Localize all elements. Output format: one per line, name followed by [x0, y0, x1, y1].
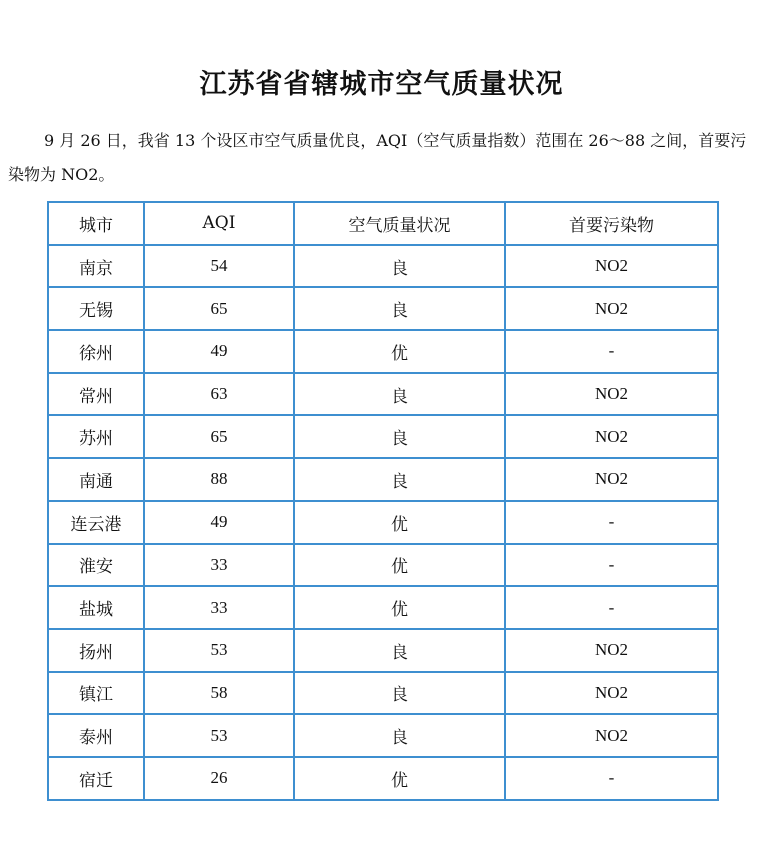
pollutant-cell: -	[505, 330, 718, 373]
table-row	[48, 757, 718, 800]
pollutant-cell: -	[505, 586, 718, 629]
table-row	[48, 501, 718, 544]
table-row	[48, 330, 718, 373]
table-row	[48, 586, 718, 629]
table-row	[48, 287, 718, 330]
city-cell: 常州	[48, 373, 144, 416]
air-quality-table	[47, 201, 719, 801]
status-cell: 优	[294, 586, 505, 629]
city-cell: 苏州	[48, 415, 144, 458]
table-row	[48, 245, 718, 288]
header-city: 城市	[48, 202, 144, 245]
status-cell: 良	[294, 629, 505, 672]
aqi-cell: 49	[144, 501, 294, 544]
table-row	[48, 373, 718, 416]
pollutant-cell: -	[505, 501, 718, 544]
aqi-cell: 53	[144, 629, 294, 672]
status-cell: 良	[294, 415, 505, 458]
status-cell: 优	[294, 330, 505, 373]
status-cell: 优	[294, 501, 505, 544]
aqi-cell: 88	[144, 458, 294, 501]
page-title: 江苏省省辖城市空气质量状况	[199, 69, 564, 100]
status-cell: 良	[294, 714, 505, 757]
pollutant-cell: NO2	[505, 672, 718, 715]
city-cell: 徐州	[48, 330, 144, 373]
city-cell: 淮安	[48, 544, 144, 587]
status-cell: 良	[294, 373, 505, 416]
status-cell: 良	[294, 458, 505, 501]
city-cell: 镇江	[48, 672, 144, 715]
pollutant-cell: NO2	[505, 287, 718, 330]
status-cell: 良	[294, 672, 505, 715]
city-cell: 无锡	[48, 287, 144, 330]
aqi-cell: 26	[144, 757, 294, 800]
status-cell: 良	[294, 245, 505, 288]
pollutant-cell: NO2	[505, 629, 718, 672]
table-row	[48, 415, 718, 458]
aqi-cell: 58	[144, 672, 294, 715]
city-cell: 扬州	[48, 629, 144, 672]
aqi-cell: 53	[144, 714, 294, 757]
pollutant-cell: NO2	[505, 458, 718, 501]
aqi-cell: 49	[144, 330, 294, 373]
city-cell: 南通	[48, 458, 144, 501]
city-cell: 连云港	[48, 501, 144, 544]
summary-paragraph: 9 月 26 日，我省 13 个设区市空气质量优良，AQI（空气质量指数）范围在 26～88 之间，首要污染物为 NO2。	[8, 131, 747, 184]
table-header-row	[48, 202, 718, 245]
city-cell: 南京	[48, 245, 144, 288]
aqi-cell: 65	[144, 287, 294, 330]
status-cell: 优	[294, 544, 505, 587]
aqi-cell: 33	[144, 544, 294, 587]
pollutant-cell: -	[505, 544, 718, 587]
pollutant-cell: NO2	[505, 714, 718, 757]
table-row	[48, 629, 718, 672]
aqi-cell: 65	[144, 415, 294, 458]
pollutant-cell: NO2	[505, 245, 718, 288]
table-row	[48, 458, 718, 501]
pollutant-cell: NO2	[505, 373, 718, 416]
pollutant-cell: NO2	[505, 415, 718, 458]
header-aqi: AQI	[144, 202, 294, 245]
table-row	[48, 714, 718, 757]
table-row	[48, 672, 718, 715]
status-cell: 良	[294, 287, 505, 330]
aqi-cell: 33	[144, 586, 294, 629]
table-row	[48, 544, 718, 587]
city-cell: 盐城	[48, 586, 144, 629]
status-cell: 优	[294, 757, 505, 800]
aqi-cell: 63	[144, 373, 294, 416]
aqi-cell: 54	[144, 245, 294, 288]
city-cell: 泰州	[48, 714, 144, 757]
header-air-quality-status: 空气质量状况	[294, 202, 505, 245]
header-primary-pollutant: 首要污染物	[505, 202, 718, 245]
city-cell: 宿迁	[48, 757, 144, 800]
pollutant-cell: -	[505, 757, 718, 800]
